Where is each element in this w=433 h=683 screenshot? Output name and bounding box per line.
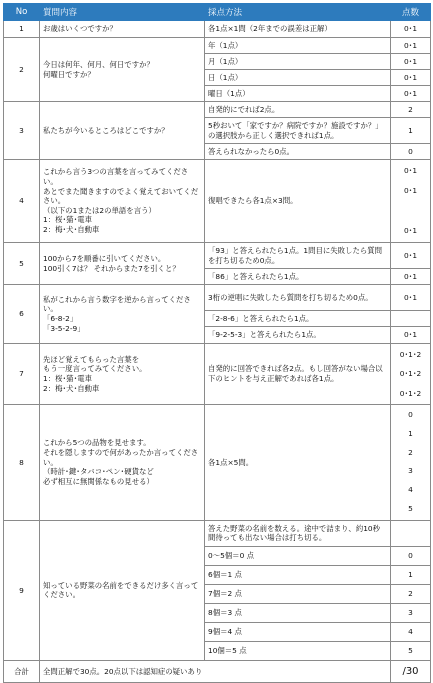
scoring-method: 日（1点） — [205, 70, 391, 86]
score-options: 1 — [391, 118, 431, 144]
scoring-method: 3桁の逆唱に失敗したら質問を打ち切るため0点。 — [205, 285, 391, 311]
score-options — [391, 311, 431, 327]
scoring-method: 9個＝4 点 — [205, 622, 391, 641]
question-number: 1 — [4, 21, 40, 38]
table-row — [4, 344, 431, 405]
total-label: 合計 — [4, 660, 40, 682]
score-options: 2 — [391, 102, 431, 118]
score-options: 0･1 — [391, 54, 431, 70]
table-row — [4, 285, 431, 311]
scoring-method: 月（1点） — [205, 54, 391, 70]
table-row — [4, 21, 431, 38]
question-number: 9 — [4, 520, 40, 660]
scoring-method: 6個＝1 点 — [205, 565, 391, 584]
table-row — [4, 160, 431, 243]
scoring-method: 「86」と答えられたら1点。 — [205, 269, 391, 285]
question-text: これから5つの品物を見せます。 それを隠しますので何があったか言ってください。 （時計･鍵･タバコ･ペン･硬貨など 必ず相互に無関係なもの見せる） — [40, 404, 205, 520]
score-options: 0･1 — [391, 243, 431, 269]
score-options: 0 — [391, 546, 431, 565]
question-number: 4 — [4, 160, 40, 243]
score-options: 3 — [391, 603, 431, 622]
table-row — [4, 38, 431, 54]
score-options: 5 — [391, 641, 431, 660]
question-number: 5 — [4, 243, 40, 285]
question-number: 8 — [4, 404, 40, 520]
score-options: 0･1 — [391, 269, 431, 285]
question-number: 2 — [4, 38, 40, 102]
question-text: お歳はいくつですか？ — [40, 21, 205, 38]
scoring-method: 「2-8-6」と答えられたら1点。 — [205, 311, 391, 327]
score-options — [391, 520, 431, 546]
scoring-method: 復唱できたら各1点×3問。 — [205, 160, 391, 243]
total-score: /30 — [391, 660, 431, 682]
scoring-method: 年（1点） — [205, 38, 391, 54]
scoring-method: 0～5個＝0 点 — [205, 546, 391, 565]
question-text: 私たちが今いるところはどこですか？ — [40, 102, 205, 160]
question-text: 先ほど覚えてもらった言葉を もう一度言ってみてください。 1：桜･猫･電車 2：梅･犬･自動車 — [40, 344, 205, 405]
scoring-method: 5秒おいて「家ですか？病院ですか？施設ですか？」の選択肢から正しく選択できれば1点。 — [205, 118, 391, 144]
score-options: 0･1 — [391, 70, 431, 86]
score-options: 0 — [391, 144, 431, 160]
total-row — [4, 660, 431, 682]
table-body — [4, 21, 431, 661]
table-row — [4, 102, 431, 118]
total-text: 全問正解で30点。20点以下は認知症の疑いあり — [40, 660, 391, 682]
scoring-method: 8個＝3 点 — [205, 603, 391, 622]
scoring-method: 「93」と答えられたら1点。1問目に失敗したら質問を打ち切るため0点。 — [205, 243, 391, 269]
scoring-method: 各1点×1問（2年までの誤差は正解） — [205, 21, 391, 38]
question-text: 100から7を順番に引いてください。 100引く7は？ それからまた7を引くと？ — [40, 243, 205, 285]
score-options: 1 — [391, 565, 431, 584]
score-options: 0･1 — [391, 327, 431, 344]
header-no: No — [4, 4, 40, 21]
table-header — [4, 4, 431, 21]
scoring-method: 答えた野菜の名前を数える。途中で詰まり、約10秒間待っても出ない場合は打ち切る。 — [205, 520, 391, 546]
score-options: 4 — [391, 622, 431, 641]
header-question: 質問内容 — [40, 4, 205, 21]
question-text: 私がこれから言う数字を逆から言ってください。 「6-8-2」 「3-5-2-9」 — [40, 285, 205, 344]
table-row — [4, 243, 431, 269]
score-options: 0･1 — [391, 21, 431, 38]
assessment-sheet — [3, 3, 430, 683]
header-method: 採点方法 — [205, 4, 391, 21]
scoring-method: 各1点×5問。 — [205, 404, 391, 520]
scoring-method: 自発的に回答できれば各2点。もし回答がない場合以下のヒントを与え正解であれば各1点。 — [205, 344, 391, 405]
scoring-method: 曜日（1点） — [205, 86, 391, 102]
scoring-method: 7個＝2 点 — [205, 584, 391, 603]
scoring-method: 10個＝5 点 — [205, 641, 391, 660]
scoring-method: 答えられなかったら0点。 — [205, 144, 391, 160]
question-number: 3 — [4, 102, 40, 160]
assessment-table — [3, 3, 431, 683]
table-row — [4, 404, 431, 520]
table-row — [4, 520, 431, 546]
question-text: これから言う3つの言葉を言ってみてください。 あとでまた聞きますのでよく覚えておいてください。 （以下の1または2の単語を言う） 1：桜･猫･電車 2：梅･犬･自動車 — [40, 160, 205, 243]
question-number: 6 — [4, 285, 40, 344]
score-options: 2 — [391, 584, 431, 603]
score-options: 0･1 — [391, 38, 431, 54]
score-options: 0･1 — [391, 86, 431, 102]
question-number: 7 — [4, 344, 40, 405]
scoring-method: 「9-2-5-3」と答えられたら1点。 — [205, 327, 391, 344]
score-options: 0･1 0･1 0･1 — [391, 160, 431, 243]
question-text: 知っている野菜の名前をできるだけ多く言ってください。 — [40, 520, 205, 660]
question-text: 今日は何年、何月、何日ですか？ 何曜日ですか？ — [40, 38, 205, 102]
score-options: 0 1 2 3 4 5 — [391, 404, 431, 520]
score-options: 0･1 — [391, 285, 431, 311]
scoring-method: 自発的にでれば2点。 — [205, 102, 391, 118]
score-options: 0･1･2 0･1･2 0･1･2 — [391, 344, 431, 405]
header-points: 点数 — [391, 4, 431, 21]
